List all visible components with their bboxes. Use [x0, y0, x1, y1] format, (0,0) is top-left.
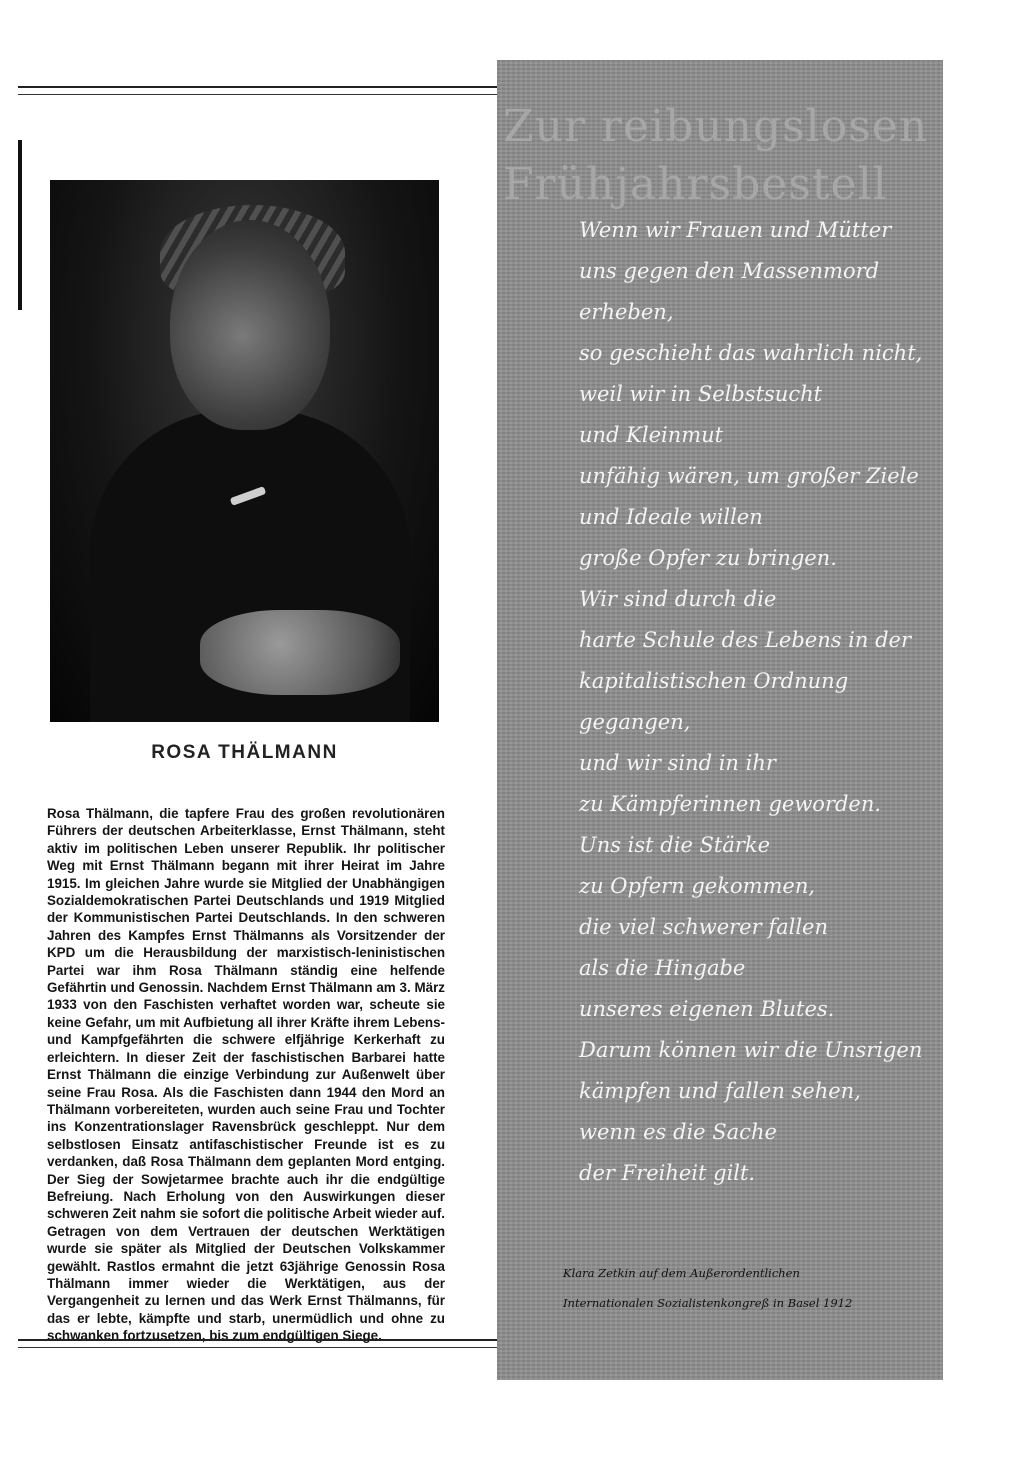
portrait-photo [50, 180, 439, 722]
ghost-heading-line: Zur reibungslosen [503, 101, 929, 152]
poem-line: und Kleinmut [579, 423, 724, 447]
poem-lines [579, 212, 922, 1196]
bottom-rule [18, 1339, 498, 1348]
poem-line: große Opfer zu bringen. [579, 546, 837, 570]
poem-line: als die Hingabe [579, 956, 746, 980]
poem-line: Uns ist die Stärke [579, 833, 771, 857]
poem-line: gegangen, [579, 710, 691, 734]
poem-line: kämpfen und fallen sehen, [579, 1079, 861, 1103]
photo-head-shape [170, 220, 330, 430]
poem-line: und wir sind in ihr [579, 751, 776, 775]
poem-line: wenn es die Sache [579, 1120, 777, 1144]
poem-line: kapitalistischen Ordnung [579, 669, 849, 693]
poem-line: harte Schule des Lebens in der [579, 628, 912, 652]
poem-line: Darum können wir die Unsrigen [579, 1038, 923, 1062]
left-margin-bar [18, 140, 22, 310]
poem-line: die viel schwerer fallen [579, 915, 828, 939]
poem-line: unfähig wären, um großer Ziele [579, 464, 919, 488]
portrait-caption: ROSA THÄLMANN [151, 742, 338, 763]
poem-line: zu Kämpferinnen geworden. [579, 792, 882, 816]
poem-line: uns gegen den Massenmord [579, 259, 880, 283]
poem-line: unseres eigenen Blutes. [579, 997, 835, 1021]
poem-line: und Ideale willen [579, 505, 763, 529]
poem-line: so geschieht das wahrlich nicht, [579, 341, 923, 365]
poem-line: zu Opfern gekommen, [579, 874, 816, 898]
poem-line: Wenn wir Frauen und Mütter [579, 218, 892, 242]
poem-line: erheben, [579, 300, 674, 324]
poem-line: der Freiheit gilt. [579, 1161, 756, 1185]
biography-text: Rosa Thälmann, die tapfere Frau des großen revolutionären Führers der deutschen Arbeiterklasse, Ernst Thälmann, steht aktiv im politischen Leben unserer Republik. Ihr politischer Weg mit Ernst Thälmann begann mit ihrer Heirat im Jahre 1915. Im gleichen Jahre wurde sie Mitglied der Unabhängigen Sozialdemokratischen Partei Deutschlands und 1919 Mitglied der Kommunistischen Partei Deutschlands. In den schweren Jahren des Kampfes Ernst Thälmanns als Vorsitzender der KPD um die Herausbildung der marxistisch-leninistischen Partei war ihm Rosa Thälmann ständig eine helfende Gefährtin und Genossin. Nachdem Ernst Thälmann am 3. März 1933 von den Faschisten verhaftet worden war, scheute sie keine Gefahr, um mit Aufbietung all ihrer Kräfte ihrem Lebens- und Kampfgefährten die schwere elfjährige Kerkerhaft zu erleichtern. In dieser Zeit der faschistischen Barbarei hatte Ernst Thälmann die einzige Verbindung zur Außenwelt über seine Frau Rosa. Als die Faschisten dann 1944 den Mord an Thälmann vorbereiteten, wurden auch seine Frau und Tochter ins Konzentrationslager Ravensbrück geschleppt. Nur dem selbstlosen Einsatz antifaschistischer Freunde ist es zu verdanken, daß Rosa Thälmann dem geplanten Mord entging. Der Sieg der Sowjetarmee brachte auch ihr die endgültige Befreiung. Nach Erholung von den Auswirkungen dieser schweren Zeit nahm sie sofort die politische Arbeit wieder auf. Getragen von dem Vertrauen der deutschen Werktätigen wurde sie später als Mitglied der Deutschen Volkskammer gewählt. Rastlos ermahnt die jetzt 63jährige Genossin Rosa Thälmann immer wieder die Werktätigen, aus der Vergangenheit zu lernen und das Werk Ernst Thälmanns, für das er lebte, kämpfte und starb, unermüdlich und ohne zu schwanken fortzusetzen, bis zum endgültigen Siege. [47, 806, 445, 1344]
attribution-line: Internationalen Sozialistenkongreß in Basel 1912 [563, 1296, 853, 1310]
poem-line: Wir sind durch die [579, 587, 777, 611]
ghost-heading [503, 98, 928, 214]
poem-attribution [563, 1258, 852, 1318]
top-rule [18, 86, 498, 95]
attribution-line: Klara Zetkin auf dem Außerordentlichen [563, 1266, 800, 1280]
photo-hands-shape [200, 610, 400, 695]
ghost-heading-line: Frühjahrsbestell [503, 159, 888, 210]
poem-line: weil wir in Selbstsucht [579, 382, 823, 406]
poem-panel [497, 60, 943, 1380]
